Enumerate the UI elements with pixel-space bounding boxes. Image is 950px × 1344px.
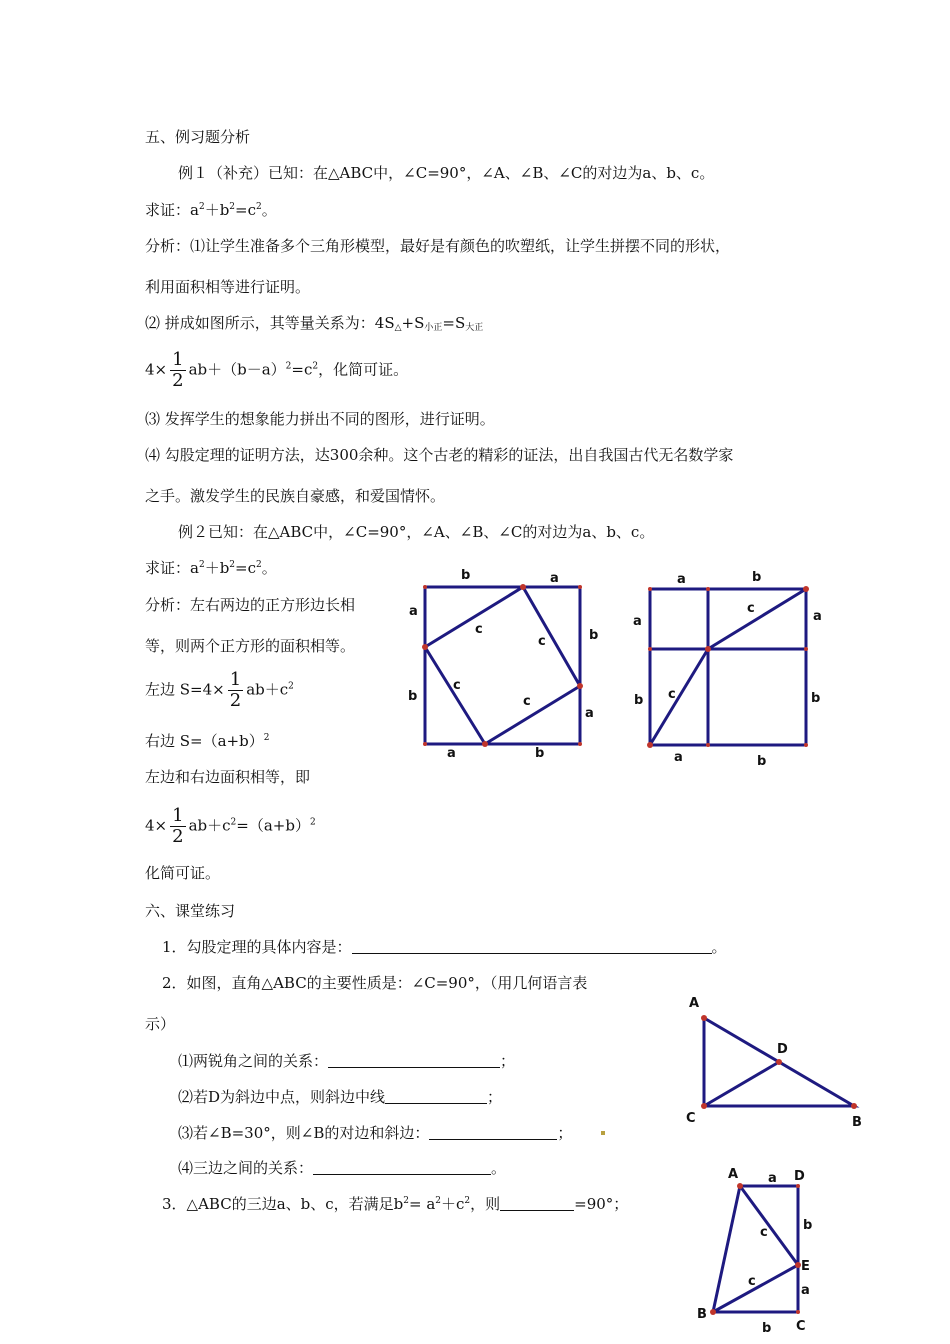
right-area-formula: 右边 $S=(a+b)^2$ <box>145 732 270 750</box>
fraction-half: $\frac{1}{2}$ <box>172 349 184 391</box>
svg-text:B: B <box>852 1115 862 1130</box>
svg-text:a: a <box>768 1171 777 1186</box>
section5-title: 五、例习题分析 <box>145 128 251 146</box>
svg-text:C: C <box>686 1111 696 1126</box>
q2-3-answer-blank[interactable] <box>429 1125 557 1140</box>
example1-prove: 求证：$a^2+b^2=c^2$。 <box>145 201 277 219</box>
small-marker <box>601 1131 605 1135</box>
svg-text:a: a <box>674 750 683 765</box>
q3-answer-blank[interactable] <box>500 1196 574 1211</box>
svg-text:c: c <box>538 634 546 649</box>
svg-text:c: c <box>747 601 755 616</box>
svg-text:b: b <box>634 693 644 708</box>
svg-text:E: E <box>801 1259 810 1274</box>
svg-text:b: b <box>589 628 599 643</box>
example1-statement: 例１（补充）已知：在△ABC中，∠C=90°，∠A、∠B、∠C的对边为a、b、c。 <box>178 164 715 182</box>
right-triangle-figure <box>680 990 870 1140</box>
trapezoid-figure <box>690 1165 820 1344</box>
example2-analysis-b: 等，则两个正方形的面积相等。 <box>145 637 356 655</box>
svg-text:c: c <box>475 622 483 637</box>
analysis-1a: 分析：⑴让学生准备多个三角形模型，最好是有颜色的吹塑纸，让学生拼摆不同的形状， <box>145 237 731 255</box>
question-2a: 2．如图，直角△ABC的主要性质是：∠C=90°，（用几何语言表 <box>162 974 588 992</box>
svg-text:A: A <box>689 996 700 1011</box>
formula-1: 4× $\frac{1}{2}$ $ab+(b-a)^2=c^2$，化简可证。 <box>145 349 409 391</box>
q2-4-answer-blank[interactable] <box>313 1160 491 1175</box>
svg-text:b: b <box>461 568 471 583</box>
svg-text:c: c <box>453 678 461 693</box>
left-area-formula: 左边 S=4× $\frac{1}{2}$ $ab+c^2$ <box>145 669 294 711</box>
question-3: 3．△ABC的三边a、b、c，若满足$b^2= a^2+c^2$，则 =90°； <box>162 1195 629 1213</box>
question-1: 1．勾股定理的具体内容是： 。 <box>162 938 727 956</box>
left-square-figure <box>405 565 599 765</box>
svg-text:b: b <box>803 1218 813 1233</box>
svg-text:a: a <box>550 571 559 586</box>
svg-text:b: b <box>408 689 418 704</box>
q1-answer-blank[interactable] <box>352 939 712 954</box>
question-2b: 示） <box>145 1015 176 1033</box>
equal-text: 左边和右边面积相等，即 <box>145 768 311 786</box>
svg-text:a: a <box>447 746 456 761</box>
svg-text:b: b <box>752 570 762 585</box>
question-2-2: ⑵若D为斜边中点，则斜边中线 ； <box>178 1088 503 1106</box>
svg-text:a: a <box>633 614 642 629</box>
simplify-text: 化简可证。 <box>145 864 221 882</box>
svg-text:D: D <box>777 1042 788 1057</box>
analysis-4a: ⑷ 勾股定理的证明方法，达300余种。这个古老的精彩的证法，出自我国古代无名数学家 <box>145 446 734 464</box>
svg-text:A: A <box>728 1167 739 1182</box>
example2-analysis-a: 分析：左右两边的正方形边长相 <box>145 596 356 614</box>
svg-text:C: C <box>796 1319 806 1334</box>
svg-text:b: b <box>811 691 821 706</box>
svg-text:b: b <box>757 754 767 769</box>
analysis-1b: 利用面积相等进行证明。 <box>145 278 311 296</box>
example2-prove: 求证：$a^2+b^2=c^2$。 <box>145 559 277 577</box>
question-2-4: ⑷三边之间的关系： 。 <box>178 1159 507 1177</box>
formula-2: 4× $\frac{1}{2}$ $ab+c^2=(a+b)^2$ <box>145 805 316 847</box>
svg-text:a: a <box>801 1283 810 1298</box>
svg-text:c: c <box>748 1274 756 1289</box>
svg-text:c: c <box>760 1225 768 1240</box>
example2-statement: 例２已知：在△ABC中，∠C=90°，∠A、∠B、∠C的对边为a、b、c。 <box>178 523 655 541</box>
analysis-4b: 之手。激发学生的民族自豪感，和爱国情怀。 <box>145 487 446 505</box>
q2-1-answer-blank[interactable] <box>328 1053 500 1068</box>
svg-text:c: c <box>668 687 676 702</box>
svg-text:b: b <box>535 746 545 761</box>
svg-text:a: a <box>409 604 418 619</box>
question-2-1: ⑴两锐角之间的关系： ； <box>178 1052 516 1070</box>
analysis-2: ⑵ 拼成如图所示，其等量关系为：$4S_\triangle+S_{小正}=S_{大正}$ <box>145 314 484 333</box>
svg-text:a: a <box>677 572 686 587</box>
svg-text:B: B <box>697 1307 707 1322</box>
section6-title: 六、课堂练习 <box>145 902 236 920</box>
right-square-figure <box>630 565 830 775</box>
analysis-3: ⑶ 发挥学生的想象能力拼出不同的图形，进行证明。 <box>145 410 495 428</box>
svg-text:c: c <box>523 694 531 709</box>
q2-2-answer-blank[interactable] <box>385 1089 487 1104</box>
svg-text:b: b <box>762 1321 772 1336</box>
svg-text:D: D <box>794 1169 805 1184</box>
question-2-3: ⑶若∠B=30°，则∠B的对边和斜边： ； <box>178 1124 573 1142</box>
svg-text:a: a <box>813 609 822 624</box>
svg-text:a: a <box>585 706 594 721</box>
